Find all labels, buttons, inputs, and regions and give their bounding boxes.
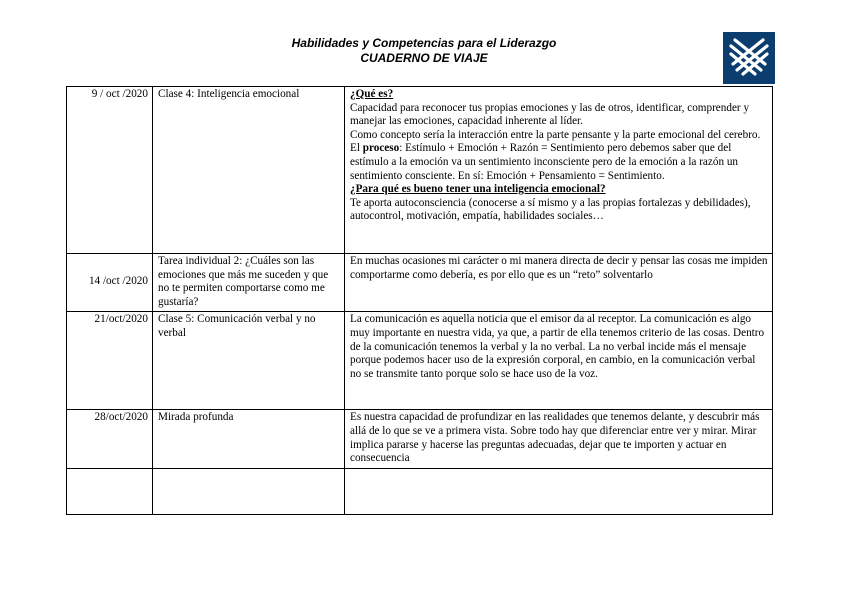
topic-cell: Clase 5: Comunicación verbal y no verbal — [153, 312, 345, 410]
notes-cell: La comunicación es aquella noticia que el emisor da al receptor. La comunicación es algo muy importante en nuestra vida, ya que, a partir de ella tenemos criterio de las cosas. Dentro de la comunicación tenemos la verbal y la no verbal. La no verbal incide más el mensaje porque podemos hacer uso de la expresión corporal, en cambio, en la comunicación verbal no se transmite tanto porque solo se hace uso de la voz. — [345, 312, 773, 410]
page-header — [0, 36, 848, 66]
date-cell: 28/oct/2020 — [67, 410, 153, 468]
topic-cell: Clase 4: Inteligencia emocional — [153, 87, 345, 254]
table-row — [67, 87, 773, 254]
date-cell: 21/oct/2020 — [67, 312, 153, 410]
notes-cell — [345, 468, 773, 514]
document-title: Habilidades y Competencias para el Liderazgo — [291, 36, 557, 50]
university-logo-icon — [723, 32, 775, 84]
notes-cell: En muchas ocasiones mi carácter o mi manera directa de decir y pensar las cosas me impiden comportarme como debería, es por ello que es un “reto” solventarlo — [345, 254, 773, 312]
table-row — [67, 312, 773, 410]
notes-paragraph: Te aporta autoconsciencia (conocerse a sí mismo y a las propias fortalezas y debilidades), autocontrol, motivación, empatía, habilidades sociales… — [350, 196, 751, 223]
date-cell: 9 / oct /2020 — [67, 87, 153, 254]
table-row — [67, 254, 773, 312]
document-subtitle: CUADERNO DE VIAJE — [360, 51, 488, 65]
notes-paragraph: Capacidad para reconocer tus propias emociones y las de otros, identificar, comprender y manejar las emociones, capacidad inherente al líder. — [350, 101, 750, 128]
date-cell — [67, 468, 153, 514]
notes-paragraph: El proceso: Estímulo + Emoción + Razón = Sentimiento pero debemos saber que del estímulo a la emoción va un sentimiento inconsciente pero de la emoción a la razón un sentimiento consciente. En sí: Emoción + Pensamiento = Sentimiento. — [350, 142, 739, 182]
date-cell: 14 /oct /2020 — [67, 254, 153, 312]
notes-heading: ¿Para qué es bueno tener una inteligencia emocional? — [350, 183, 606, 196]
notes-cell — [345, 87, 773, 254]
topic-cell: Mirada profunda — [153, 410, 345, 468]
notes-heading: ¿Qué es? — [350, 88, 394, 100]
journal-table — [66, 86, 773, 515]
notes-cell: Es nuestra capacidad de profundizar en las realidades que tenemos delante, y descubrir más allá de lo que se ve a primera vista. Sobre todo hay que diferenciar entre ver y mirar. Mirar implica pararse y hacerse las preguntas adecuadas, dejar que te importen y actuar en consecuencia — [345, 410, 773, 468]
topic-cell — [153, 468, 345, 514]
notes-paragraph: Como concepto sería la interacción entre la parte pensante y la parte emocional del cerebro. — [350, 128, 761, 141]
table-row-empty — [67, 468, 773, 514]
topic-cell: Tarea individual 2: ¿Cuáles son las emociones que más me suceden y que no te permiten comportarse como me gustaría? — [153, 254, 345, 312]
keyword-proceso: proceso — [362, 142, 400, 155]
table-row — [67, 410, 773, 468]
